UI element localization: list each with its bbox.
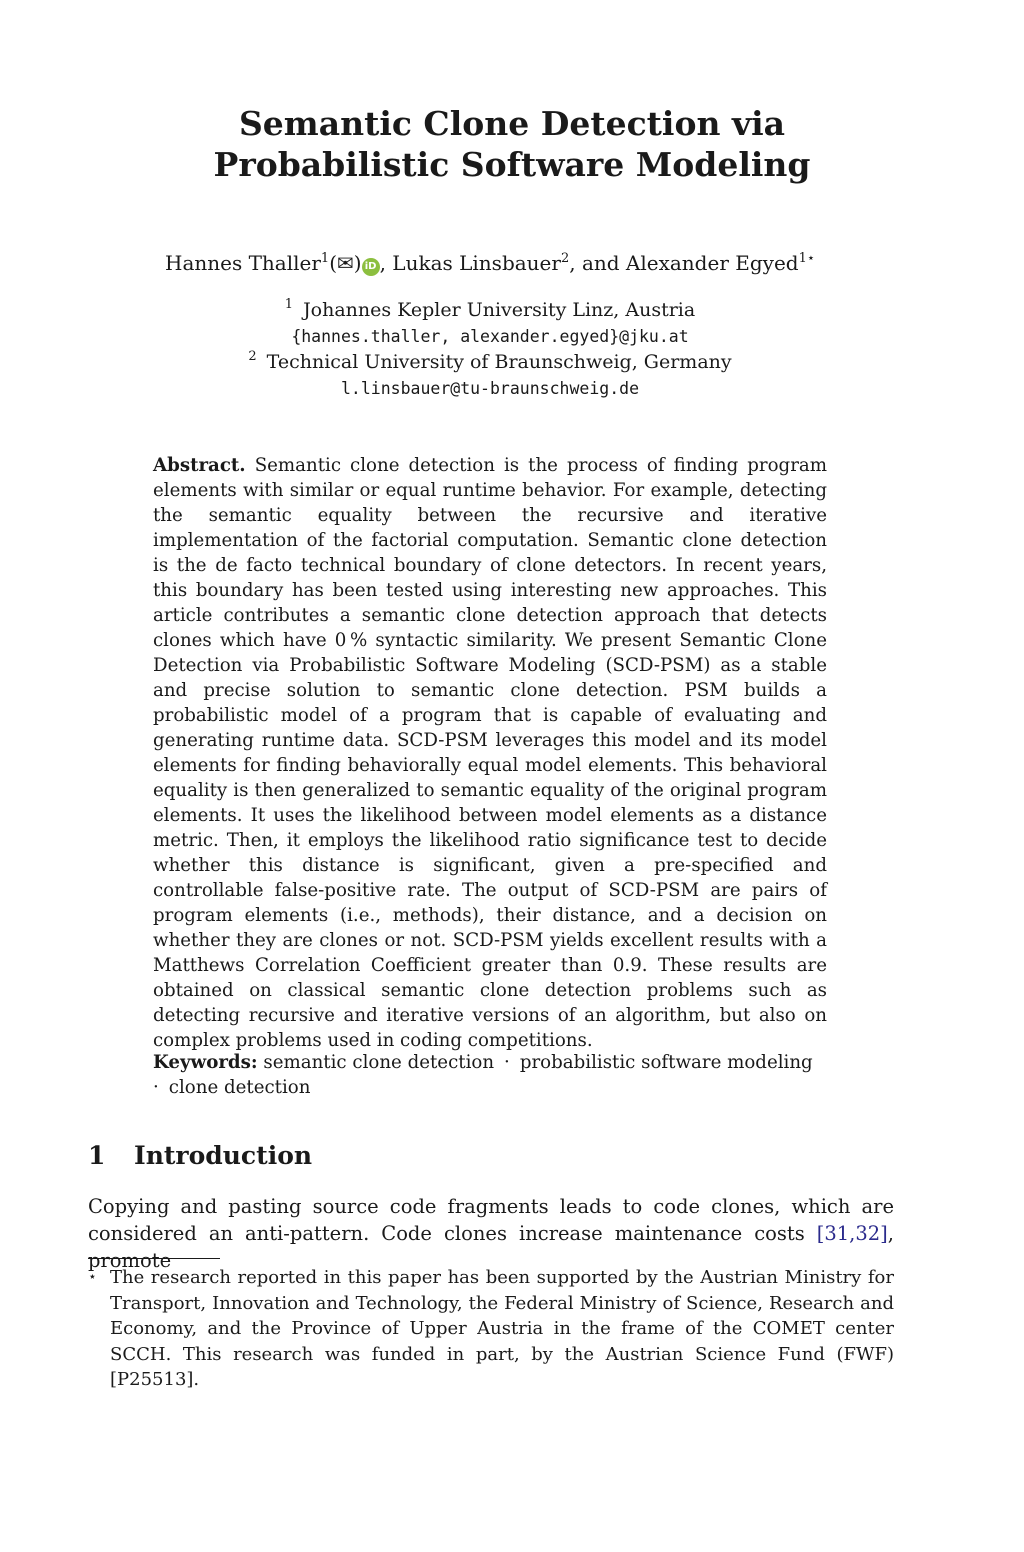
affiliation-1 xyxy=(0,297,980,323)
author-name: Alexander Egyed xyxy=(625,251,799,275)
keyword-separator: · xyxy=(504,1052,510,1073)
footnote-marker: ⋆ xyxy=(88,1269,97,1285)
author-name: Hannes Thaller xyxy=(165,251,321,275)
intro-paragraph xyxy=(88,1193,894,1274)
orcid-icon[interactable]: iD xyxy=(362,258,380,276)
title-line-1: Semantic Clone Detection via xyxy=(238,104,786,143)
affiliation-ref: 1 xyxy=(320,251,330,266)
keyword: clone detection xyxy=(168,1077,311,1098)
intro-text-end: , promote xyxy=(88,1222,894,1272)
section-title: Introduction xyxy=(134,1141,313,1170)
keyword-separator: · xyxy=(153,1077,159,1098)
footnote-text: The research reported in this paper has been supported by the Austrian Ministry for Transport, Innovation and Technology, the Federal Ministry of Science, Research and Economy, and the Province of Upper Austria in the frame of the COMET center SCCH. This research was funded in part, by the Austrian Science Fund (FWF) [P25513]. xyxy=(110,1267,894,1390)
keywords-label: Keywords: xyxy=(153,1052,258,1073)
keyword: probabilistic software modeling xyxy=(519,1052,813,1073)
keyword: semantic clone detection xyxy=(263,1052,495,1073)
affiliation-number: 1 xyxy=(284,297,294,312)
affiliation-ref: 1⋆ xyxy=(798,251,815,266)
affiliation-ref: 2 xyxy=(560,251,570,266)
section-heading xyxy=(88,1139,312,1173)
paper-title xyxy=(0,103,1024,185)
section-number: 1 xyxy=(88,1141,106,1170)
author-list xyxy=(0,250,980,276)
affiliation-1-email xyxy=(0,323,980,349)
affiliation-name: Technical University of Braunschweig, Germany xyxy=(266,351,732,373)
email-address[interactable]: l.linsbauer@tu-braunschweig.de xyxy=(340,379,639,398)
citation-link[interactable]: [31,32] xyxy=(816,1222,888,1245)
affiliation-number: 2 xyxy=(248,349,257,364)
affiliation-2-email xyxy=(0,375,980,401)
footnote xyxy=(88,1265,894,1393)
affiliations xyxy=(0,297,980,401)
intro-text: Copying and pasting source code fragments leads to code clones, which are considered an anti-pattern. Code clones increase maintenance costs xyxy=(88,1195,894,1245)
title-line-2: Probabilistic Software Modeling xyxy=(213,145,811,184)
affiliation-name: Johannes Kepler University Linz, Austria xyxy=(303,299,696,321)
mail-icon[interactable]: (✉) xyxy=(329,251,362,275)
author-separator: , xyxy=(379,251,393,275)
keywords xyxy=(153,1050,827,1100)
abstract xyxy=(153,453,827,1053)
email-address[interactable]: {hannes.thaller, alexander.egyed}@jku.at xyxy=(291,327,689,346)
author-separator: , and xyxy=(569,251,626,275)
affiliation-2 xyxy=(0,349,980,375)
author-name: Lukas Linsbauer xyxy=(392,251,561,275)
abstract-text: Semantic clone detection is the process of finding program elements with similar or equal runtime behavior. For example, detecting the semantic equality between the recursive and iterative implementation of the factorial computation. Semantic clone detection is the de facto technical boundary of clone detectors. In recent years, this boundary has been tested using interesting new approaches. This article contributes a semantic clone detection approach that detects clones which have 0 % syntactic similarity. We present Semantic Clone Detection via Probabilistic Software Modeling (SCD-PSM) as a stable and precise solution to semantic clone detection. PSM builds a probabilistic model of a program that is capable of evaluating and generating runtime data. SCD-PSM leverages this model and its model elements for finding behaviorally equal model elements. This behavioral equality is then generalized to semantic equality of the original program elements. It uses the likelihood between model elements as a distance metric. Then, it employs the likelihood ratio significance test to decide whether this distance is significant, given a pre-specified and controllable false-positive rate. The output of SCD-PSM are pairs of program elements (i.e., methods), their distance, and a decision on whether they are clones or not. SCD-PSM yields excellent results with a Matthews Correlation Coefficient greater than 0.9. These results are obtained on classical semantic clone detection problems such as detecting recursive and iterative versions of an algorithm, but also on complex problems used in coding competitions. xyxy=(153,455,827,1051)
footnote-rule xyxy=(88,1258,220,1259)
abstract-label: Abstract. xyxy=(153,455,246,476)
